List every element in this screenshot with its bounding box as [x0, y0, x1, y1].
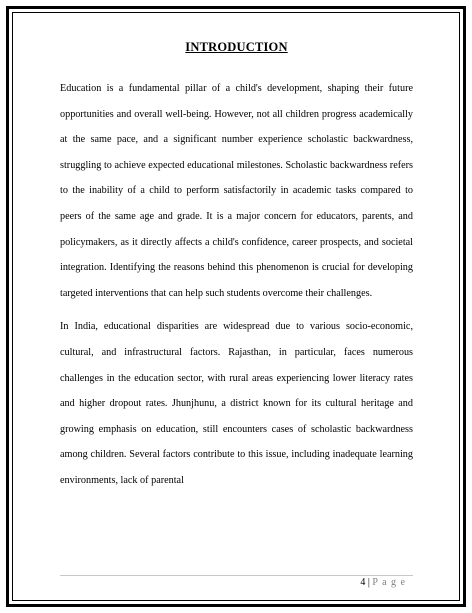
footer-separator: | [367, 577, 370, 588]
page-label: P a g e [372, 577, 406, 588]
paragraph-1: Education is a fundamental pillar of a child's development, shaping their future opportunities and overall well-being. However, not all children progress academically at the same pace, and a significant number experience scholastic backwardness, struggling to achieve expected educational milestones. Scholastic backwardness refers to the inability of a child to perform satisfactorily in academic tasks compared to peers of the same age and grade. It is a major concern for educators, parents, and policymakers, as it directly affects a child's confidence, career prospects, and societal integration. Identifying the reasons behind this phenomenon is crucial for developing targeted interventions that can help such students overcome their challenges. [60, 83, 413, 299]
page-title: INTRODUCTION [185, 40, 288, 54]
paragraph-2: In India, educational disparities are widespread due to various socio-economic, cultural, and infrastructural factors. Rajasthan, in particular, faces numerous challenges in the education sector, with rural areas experiencing lower literacy rates and higher dropout rates. Jhunjhunu, a district known for its cultural heritage and growing emphasis on education, still encounters cases of scholastic backwardness among children. Several factors contribute to this issue, including inadequate learning environments, lack of parental [60, 321, 413, 486]
page-footer [360, 577, 406, 588]
page-content [60, 40, 413, 494]
page-number: 4 [360, 577, 366, 588]
footer-divider [60, 575, 413, 576]
